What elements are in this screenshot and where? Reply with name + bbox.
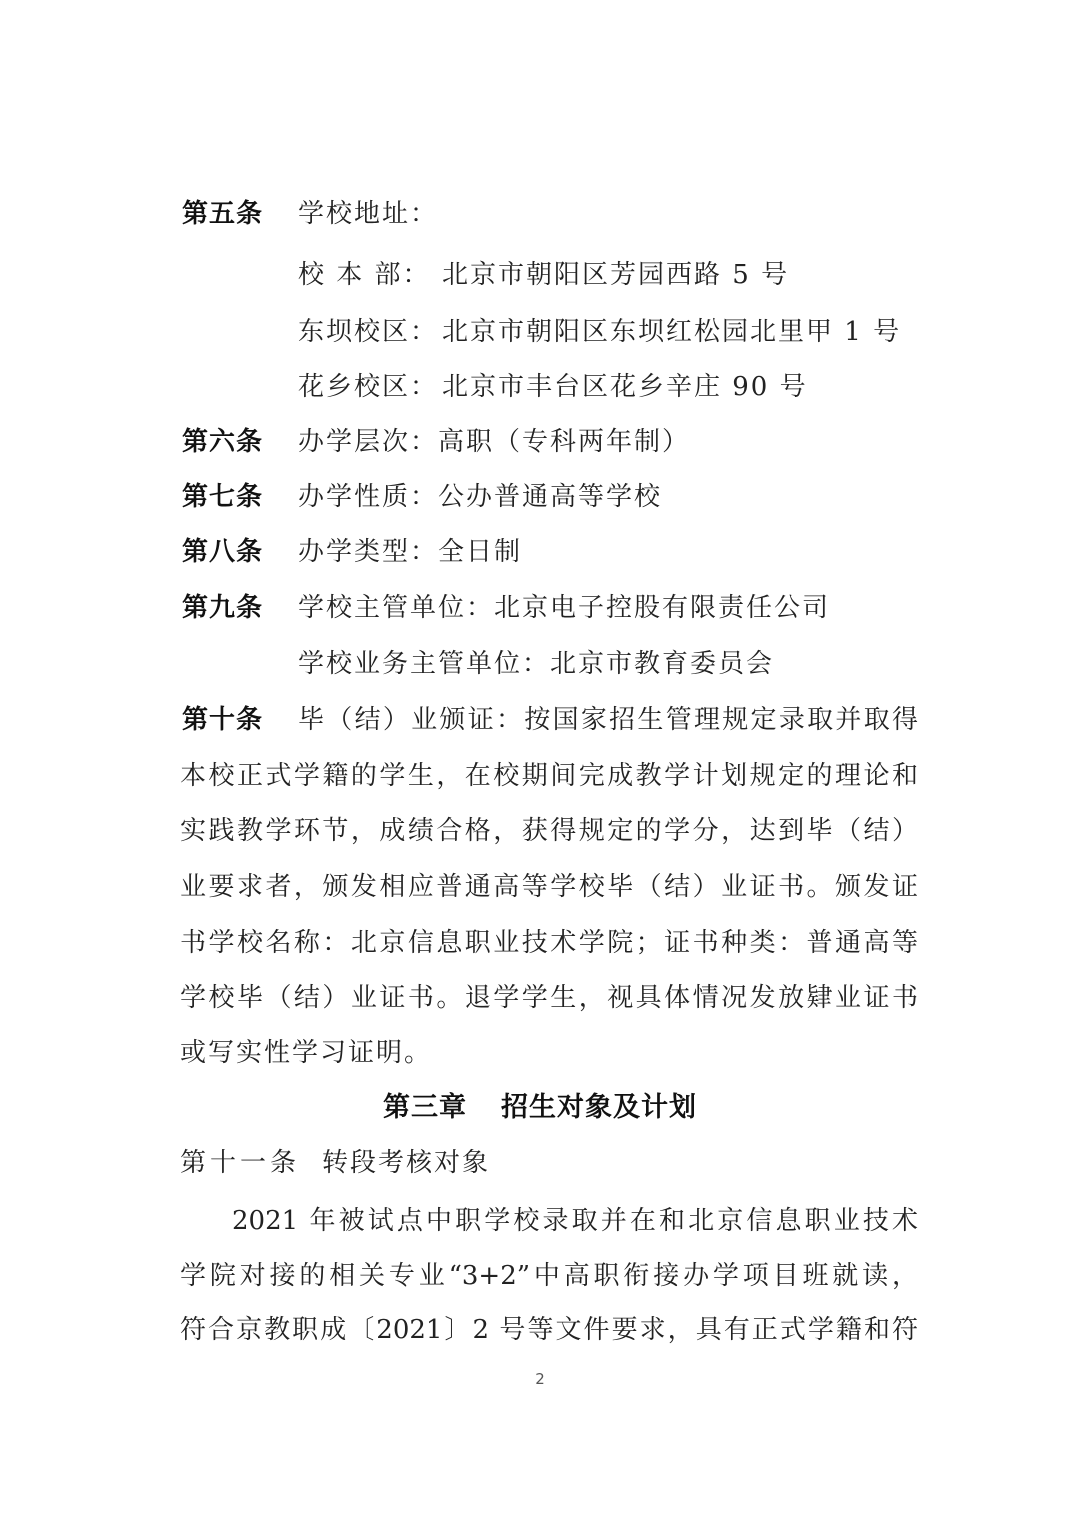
campus-huaxiang-address: 北京市丰台区花乡辛庄 90 号 (442, 372, 808, 402)
article-8-text: 办学类型：全日制 (298, 537, 523, 567)
article-10-line-4: 书学校名称：北京信息职业技术学院；证书种类：普通高等 (180, 928, 918, 958)
article-10-first-line: 毕（结）业颁证：按国家招生管理规定录取并取得 (298, 705, 918, 735)
article-5-text: 学校地址： (298, 199, 439, 229)
article-10-line-5: 学校毕（结）业证书。退学学生，视具体情况发放肄业证书 (180, 983, 918, 1013)
campus-dongba-name: 东坝校区： (298, 317, 439, 347)
article-9-text: 学校主管单位：北京电子控股有限责任公司 (298, 593, 831, 623)
article-10-last-line: 或写实性学习证明。 (180, 1038, 433, 1068)
article-10-line-3: 业要求者，颁发相应普通高等学校毕（结）业证书。颁发证 (180, 872, 918, 902)
article-11-label: 第十一条 (180, 1148, 301, 1178)
article-9-label: 第九条 (182, 593, 264, 623)
article-8-label: 第八条 (182, 537, 264, 567)
article-10-label: 第十条 (182, 705, 264, 735)
article-9-text-2: 学校业务主管单位：北京市教育委员会 (298, 649, 775, 679)
article-11-line-2: 学院对接的相关专业“3+2”中高职衔接办学项目班就读， (180, 1261, 918, 1291)
article-11-line-3: 符合京教职成〔2021〕2 号等文件要求，具有正式学籍和符 (180, 1315, 918, 1345)
article-10-line-1: 本校正式学籍的学生，在校期间完成教学计划规定的理论和 (180, 761, 918, 791)
campus-dongba-address: 北京市朝阳区东坝红松园北里甲 1 号 (442, 317, 902, 347)
chapter-title: 招生对象及计划 (501, 1092, 697, 1123)
chapter-number: 第三章 (383, 1092, 467, 1123)
campus-main-address: 北京市朝阳区芳园西路 5 号 (442, 260, 790, 290)
article-7-text: 办学性质：公办普通高等学校 (298, 482, 663, 512)
campus-huaxiang-name: 花乡校区： (298, 372, 439, 402)
campus-main-name: 校 本 部： (298, 260, 431, 290)
article-10-line-2: 实践教学环节，成绩合格，获得规定的学分，达到毕（结） (180, 816, 918, 846)
article-11-line-1: 2021 年被试点中职学校录取并在和北京信息职业技术 (232, 1206, 918, 1236)
page-number: 2 (535, 1370, 545, 1388)
article-6-label: 第六条 (182, 427, 264, 457)
article-11-text: 转段考核对象 (322, 1148, 491, 1178)
article-7-label: 第七条 (182, 482, 264, 512)
article-5-label: 第五条 (182, 199, 264, 229)
chapter-heading (0, 1090, 1080, 1126)
article-6-text: 办学层次：高职（专科两年制） (298, 427, 691, 457)
